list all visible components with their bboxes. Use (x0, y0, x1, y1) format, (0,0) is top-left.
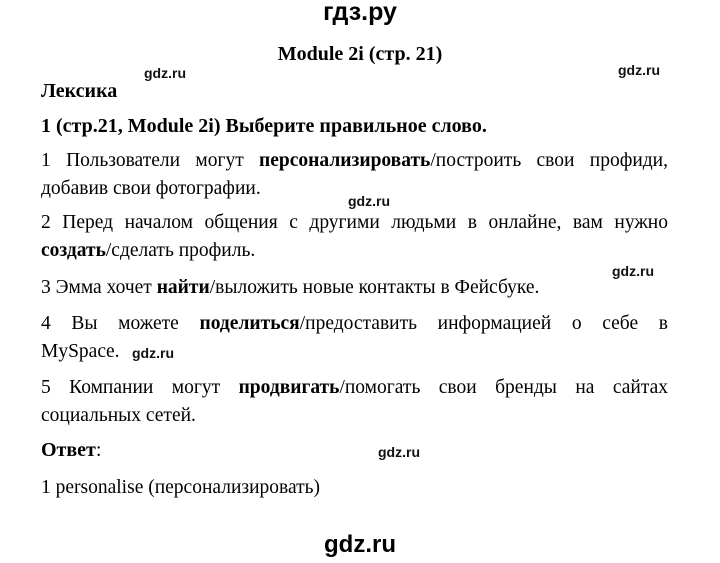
task-item-2 (41, 209, 668, 265)
watermark: gdz.ru (378, 444, 420, 460)
item-text: Эмма хочет (50, 277, 157, 298)
answer-label-colon: : (95, 439, 102, 461)
answer-label (41, 437, 101, 463)
task-item-3 (41, 274, 668, 302)
correct-word: создать (41, 240, 106, 261)
module-title: Module 2i (стр. 21) (277, 43, 443, 65)
item-text: Перед началом общения с другими людьми в онлайне, вам нужно (50, 212, 668, 233)
task-item-1-line-1 (41, 147, 668, 175)
item-text: /построить свои профиди, (430, 150, 668, 171)
site-header: гдз.ру (323, 0, 397, 26)
footer-watermark: gdz.ru (324, 531, 396, 558)
item-number: 3 (41, 277, 51, 298)
watermark: gdz.ru (144, 65, 186, 81)
item-text: /помогать свои бренды на сайтах (339, 377, 668, 398)
watermark: gdz.ru (612, 263, 654, 279)
correct-word: персонализировать (259, 150, 431, 171)
watermark: gdz.ru (132, 345, 174, 361)
task-item-5-line-1 (41, 374, 668, 402)
item-number: 5 (41, 377, 51, 398)
task-item-5 (41, 374, 668, 430)
watermark: gdz.ru (348, 193, 390, 209)
answer-label-text: Ответ (41, 439, 96, 461)
item-text: /предоставить информацией о себе в (299, 313, 668, 334)
correct-word: найти (156, 277, 210, 298)
correct-word: продвигать (238, 377, 340, 398)
task-title: 1 (стр.21, Module 2i) Выберите правильное слово. (41, 115, 487, 137)
item-number: 1 (41, 150, 51, 171)
item-number: 4 (41, 313, 51, 334)
task-item-5-line-2: социальных сетей. (41, 405, 196, 426)
item-text: Пользователи могут (50, 150, 260, 171)
task-item-2-line-2 (41, 237, 668, 265)
answer-item-1: 1 personalise (персонализировать) (41, 477, 321, 498)
item-text: /сделать профиль. (105, 240, 256, 261)
item-text: Вы можете (50, 313, 200, 334)
item-text: /выложить новые контакты в Фейсбуке. (209, 277, 540, 298)
section-title: Лексика (41, 80, 118, 102)
task-item-1-line-2: добавив свои фотографии. (41, 178, 261, 199)
item-number: 2 (41, 212, 51, 233)
task-item-2-line-1 (41, 209, 668, 237)
task-item-3-line-1 (41, 274, 668, 302)
watermark: gdz.ru (618, 62, 660, 78)
correct-word: поделиться (199, 313, 300, 334)
task-item-4-line-1 (41, 310, 668, 338)
task-item-4-line-2: MySpace. (41, 341, 120, 362)
item-text: Компании могут (50, 377, 239, 398)
